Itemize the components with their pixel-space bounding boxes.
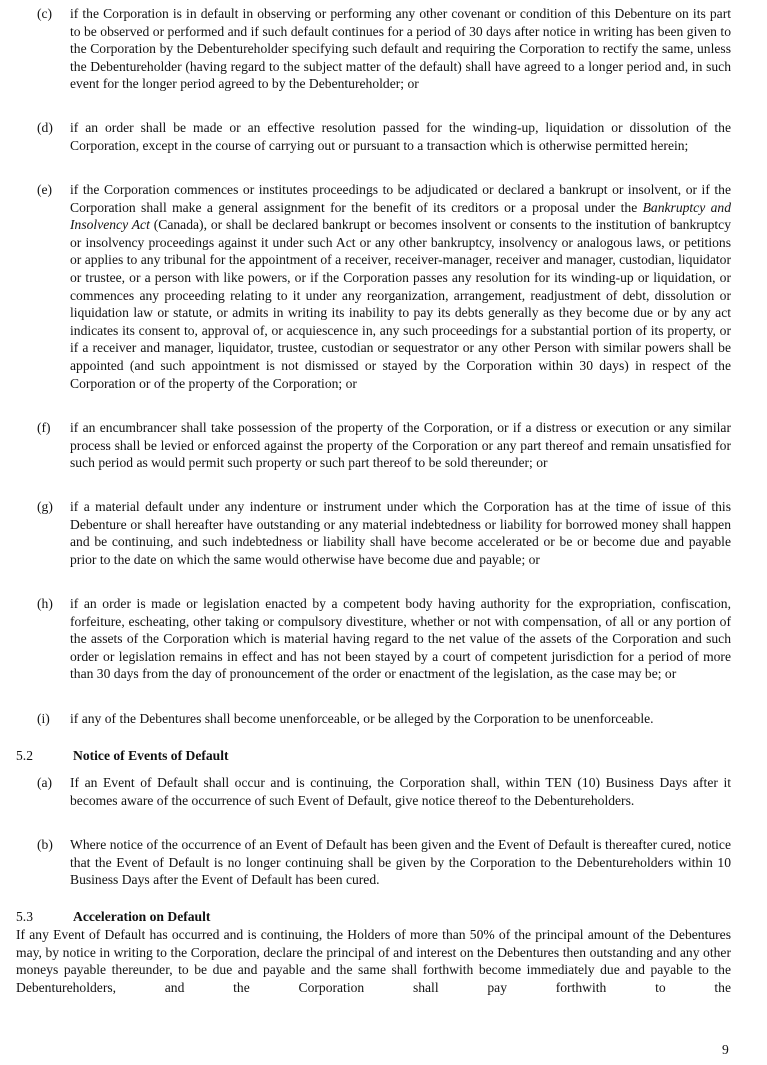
clause-label: (e) xyxy=(37,182,53,197)
section-paragraph-5-3: If any Event of Default has occurred and is continuing, the Holders of more than 50% of the principal amount of the Debentures may, by notice in writing to the Corporation, declare the principal of and interest on the Debentures then outstanding and any other moneys payable thereunder, to be due and payable and the same shall forthwith become immediately due and payable to the Debentureholders, and the Corporation shall pay forthwith to the xyxy=(16,927,731,995)
clause-item-5-2-b xyxy=(37,836,731,889)
clause-label: (d) xyxy=(37,120,53,135)
clause-label: (a) xyxy=(37,775,53,790)
clause-item-i xyxy=(37,710,731,728)
section-number: 5.3 xyxy=(16,909,33,924)
clause-item-d xyxy=(37,119,731,154)
act-title: Bankruptcy and Insolvency Act xyxy=(70,199,731,233)
section-number: 5.2 xyxy=(16,748,33,763)
clause-label: (i) xyxy=(37,711,50,726)
clause-label: (c) xyxy=(37,6,53,21)
section-title: Notice of Events of Default xyxy=(73,748,229,763)
clause-label: (h) xyxy=(37,596,53,611)
clause-text: Where notice of the occurrence of an Event of Default has been given and the Event of Default is thereafter cured, notice that the Event of Default is no longer continuing shall be given by the Corporation to the Debentureholders within 10 Business Days after the Event of Default has been cured. xyxy=(70,837,731,888)
clause-item-g xyxy=(37,498,731,568)
clause-text: if an order is made or legislation enacted by a competent body having authority for the expropriation, confiscation, forfeiture, escheating, other taking or compulsory divestiture, whether or not with compensation, of all or any portion of the assets of the Corporation which is material having regard to the net value of the assets of the Corporation and such order or legislation remains in effect and has not been stayed by a court of competent jurisdiction for a period of more than 30 days from the day of pronouncement of the order or enactment of the legislation, as the case may be; or xyxy=(70,596,731,682)
clause-text: if a material default under any indenture or instrument under which the Corporation has at the time of issue of this Debenture or shall hereafter have outstanding or any material indebtedness or liability for borrowed money shall happen and be continuing, and such indebtedness or liability shall have become accelerated or be or become due and payable prior to the date on which the same would otherwise have become due and payable; or xyxy=(70,499,731,567)
clause-text: if the Corporation is in default in observing or performing any other covenant or condition of this Debenture on its part to be observed or performed and if such default continues for a period of 30 days after notice in writing has been given to the Corporation by the Debentureholder specifying such default and requiring the Corporation to rectify the same, unless the Debentureholder (having regard to the subject matter of the default) shall have agreed to a longer period and, in such event for the longer period agreed to by the Debentureholder; or xyxy=(70,6,731,92)
clause-text xyxy=(70,181,731,392)
section-heading-5-2 xyxy=(16,747,229,765)
page-number: 9 xyxy=(722,1042,729,1057)
clause-item-f xyxy=(37,419,731,472)
section-title: Acceleration on Default xyxy=(73,909,211,924)
clause-text: if an order shall be made or an effective resolution passed for the winding-up, liquidation or dissolution of the Corporation, except in the course of carrying out or pursuant to a transaction which is otherwise permitted herein; xyxy=(70,120,731,153)
clause-label: (b) xyxy=(37,837,53,852)
clause-text-part: (Canada), or shall be declared bankrupt or becomes insolvent or consents to the institution of bankruptcy or insolvency proceedings against it under such Act or any other bankruptcy, insolvency or analogous laws, or petitions or applies to any tribunal for the appointment of a receiver, receiver-manager, receiver and manager, custodian, liquidator or trustee, or a person with like powers, or if the Corporation passes any resolution for its winding-up or liquidation, or commences any proceeding relating to it under any reorganization, arrangement, readjustment of debt, dissolution or liquidation law or statute, or admits in writing its inability to pay its debts generally as they become due or by any act indicates its consent to, approval of, or acquiescence in, any such proceedings for a substantial portion of its property, or if a receiver and manager, liquidator, trustee, custodian or sequestrator or any other Person with similar powers shall be appointed (and such appointment is not dismissed or stayed by the Corporation within 30 days) in respect of the Corporation or of the property of the Corporation; or xyxy=(70,217,731,391)
clause-text: if an encumbrancer shall take possession of the property of the Corporation, or if a distress or execution or any similar process shall be levied or enforced against the property of the Corporation or any part thereof and remain unsatisfied for such period as would permit such property or such part thereof to be sold thereunder; or xyxy=(70,420,731,471)
clause-text: If an Event of Default shall occur and is continuing, the Corporation shall, within TEN (10) Business Days after it becomes aware of the occurrence of such Event of Default, give notice thereof to the Debentureholders. xyxy=(70,775,731,808)
clause-item-5-2-a xyxy=(37,774,731,809)
clause-item-c xyxy=(37,5,731,93)
clause-item-h xyxy=(37,595,731,683)
clause-label: (g) xyxy=(37,499,53,514)
clause-text: if any of the Debentures shall become unenforceable, or be alleged by the Corporation to be unenforceable. xyxy=(70,711,654,726)
clause-label: (f) xyxy=(37,420,51,435)
clause-text-part: if the Corporation commences or institutes proceedings to be adjudicated or declared a bankrupt or insolvent, or if the Corporation shall make a general assignment for the benefit of its creditors or a proposal under the xyxy=(70,182,731,215)
section-heading-5-3 xyxy=(16,908,210,926)
clause-item-e xyxy=(37,181,731,392)
